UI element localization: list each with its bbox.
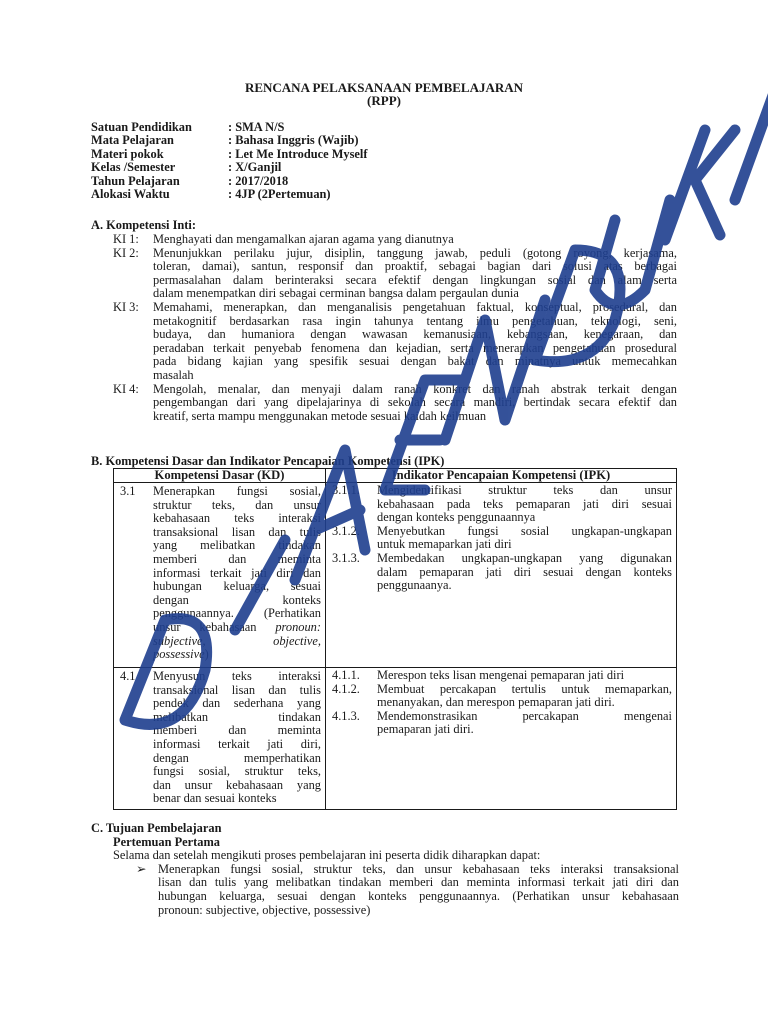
ki-item xyxy=(113,383,677,424)
kd-line: Menyusun teks interaksi xyxy=(153,669,321,683)
kd-line: Menerapkan fungsi sosial, xyxy=(153,484,321,498)
ki-item xyxy=(113,247,677,301)
ipk-number: 4.1.2. xyxy=(332,681,360,696)
kd-cell xyxy=(114,668,326,810)
identity-row xyxy=(91,161,367,174)
kd-text: ) xyxy=(204,647,209,662)
ipk-line: Membedakan ungkapan-ungkapan yang digunakan xyxy=(377,550,672,565)
kd-line xyxy=(153,648,321,662)
identity-row xyxy=(91,148,367,161)
ki-line: budaya, dan humaniora dengan wawasan kemanusiaan, kebangsaan, kenegaraan, dan xyxy=(153,327,677,342)
kd-cell xyxy=(114,483,326,668)
ki-list xyxy=(113,233,677,423)
ki-line: Mengolah, menalar, dan menyaji dalam ranah konkret dan ranah abstrak terkait dengan xyxy=(153,381,677,396)
kd-italic-text: pronoun: xyxy=(275,619,321,634)
section-c-title: C. Tujuan Pembelajaran xyxy=(91,821,222,835)
identity-key: Tahun Pelajaran xyxy=(91,173,180,188)
kd-line: hubungan keluarga, sesuai xyxy=(153,579,321,594)
ipk-line: Membuat percakapan tertulis untuk memaparkan, xyxy=(377,681,672,696)
ki-line: metakognitif berdasarkan rasa ingin tahunya tentang ilmu pengetahuan, teknologi, seni, xyxy=(153,313,677,328)
ipk-item xyxy=(332,552,672,593)
ipk-cell xyxy=(326,483,677,668)
col-ipk-header: Indikator Pencapaian Kompetensi (IPK) xyxy=(326,469,677,483)
objective-line: pronoun: subjective, objective, possessive) xyxy=(158,902,371,917)
ipk-line: pemaparan jati diri. xyxy=(377,722,474,737)
ki-line: pada bidang kajian yang spesifik sesuai dengan bakat dan minatnya untuk memecahkan xyxy=(153,354,677,369)
kd-line: melibatkan tindakan xyxy=(153,709,321,724)
identity-value: : 2017/2018 xyxy=(228,173,289,188)
ki-label: KI 3: xyxy=(113,299,139,314)
ki-line: pengembangan dari yang dipelajarinya di sekolah secara mandiri, bertindak secara efektif dan xyxy=(153,395,677,410)
table-row xyxy=(114,668,677,810)
kd-italic-line: subjective, objective, xyxy=(153,633,321,648)
kd-text: unsur kebahasaan xyxy=(153,619,276,634)
identity-key: Satuan Pendidikan xyxy=(91,120,192,134)
kd-italic-text: possessive xyxy=(153,647,205,662)
section-c-subtitle: Pertemuan Pertama xyxy=(113,834,220,849)
ipk-line: penggunaanya. xyxy=(377,578,452,593)
kd-line: struktur teks, dan unsur xyxy=(153,497,321,512)
ki-item xyxy=(113,233,677,247)
kd-line: informasi terkait jati diri, xyxy=(153,736,321,751)
objective-line: lisan dan tulis yang melibatkan tindakan memberi dan meminta informasi terkait jati diri dan xyxy=(158,875,679,890)
kd-line: benar dan sesuai konteks xyxy=(153,791,277,806)
objective-line: Menerapkan fungsi sosial, struktur teks, dan unsur kebahasaan teks interaksi transaksional xyxy=(158,861,679,876)
identity-row xyxy=(91,175,367,188)
ki-line: toleran, damai), santun, responsif dan proaktif, sebagai bagian dari solusi atas berbagai xyxy=(153,259,677,274)
table-header-row xyxy=(114,469,677,483)
ipk-line: dengan konteks penggunaannya xyxy=(377,510,536,525)
ipk-line: kebahasaan pada teks pemaparan jati diri sesuai xyxy=(377,496,672,511)
ki-line: masalah xyxy=(153,367,194,382)
watermark-stroke xyxy=(665,130,735,240)
ki-line: Menghayati dan mengamalkan ajaran agama yang dianutnya xyxy=(153,232,454,246)
ipk-number: 4.1.1. xyxy=(332,668,360,682)
ipk-number: 3.1.1. xyxy=(332,483,360,497)
doc-title-line1: RENCANA PELAKSANAAN PEMBELAJARAN xyxy=(244,80,524,95)
ki-line: kreatif, serta mampu menggunakan metode sesuai kaidah keilmuan xyxy=(153,408,487,423)
identity-block xyxy=(91,121,367,201)
identity-value: : 4JP (2Pertemuan) xyxy=(228,186,331,201)
identity-row xyxy=(91,121,367,134)
kd-line: transaksional lisan dan tulis xyxy=(153,524,321,539)
objective-line: hubungan keluarga, sesuai dengan konteks penggunaannya. (Perhatikan unsur kebahasaan xyxy=(158,888,679,903)
section-c xyxy=(91,822,679,917)
section-c-intro: Selama dan setelah mengikuti proses pembelajaran ini peserta didik diharapkan dapat: xyxy=(113,848,541,863)
col-kd-header: Kompetensi Dasar (KD) xyxy=(114,469,326,483)
kd-line xyxy=(153,621,321,635)
ki-line: dalam menempatkan diri sebagai cerminan bangsa dalam pergaulan dunia xyxy=(153,286,519,301)
kd-line: transaksional lisan dan tulis xyxy=(153,682,321,697)
kd-line: dengan konteks xyxy=(153,592,321,607)
ipk-item xyxy=(332,525,672,552)
kd-number: 4.1 xyxy=(120,669,136,683)
ipk-item xyxy=(332,669,672,683)
identity-value: : SMA N/S xyxy=(228,120,285,134)
identity-key: Materi pokok xyxy=(91,146,164,161)
identity-key: Mata Pelajaran xyxy=(91,133,174,148)
identity-value: : Let Me Introduce Myself xyxy=(228,146,368,161)
section-a-title: A. Kompetensi Inti: xyxy=(91,218,196,232)
arrow-bullet-icon: ➢ xyxy=(136,861,147,876)
kd-number: 3.1 xyxy=(120,484,136,498)
ki-line: permasalahan dalam berinteraksi secara efektif dengan lingkungan sosial dan alam serta xyxy=(153,272,677,287)
ipk-line: Mendemonstrasikan percakapan mengenai xyxy=(377,708,672,723)
kd-line: dan unsur kebahasaan yang xyxy=(153,777,321,792)
ipk-line: Merespon teks lisan mengenai pemaparan jati diri xyxy=(377,668,625,682)
ipk-item xyxy=(332,710,672,737)
kd-line: dengan memperhatikan xyxy=(153,750,321,765)
kd-line: memberi dan meminta xyxy=(153,551,321,566)
ipk-line: menanyakan, dan merespon pemaparan jati diri. xyxy=(377,695,615,710)
kd-line: kebahasaan teks interaksi xyxy=(153,511,321,526)
kd-line: pendek dan sederhana yang xyxy=(153,696,321,711)
ipk-number: 4.1.3. xyxy=(332,708,360,723)
objective-bullet xyxy=(136,863,679,917)
ipk-line: Menyebutkan fungsi sosial ungkapan-ungkapan xyxy=(377,523,672,538)
ki-label: KI 1: xyxy=(113,232,139,246)
table-row xyxy=(114,483,677,668)
identity-row xyxy=(91,188,367,201)
ipk-line: dalam pemaparan jati diri sesuai dengan konteks xyxy=(377,564,672,579)
ipk-item xyxy=(332,683,672,710)
ipk-number: 3.1.2. xyxy=(332,523,360,538)
ki-line: peradaban terkait penyebab fenomena dan kejadian, serta menerapkan pengetahuan prosedural xyxy=(153,340,677,355)
kd-line: informasi terkait jati diri dan xyxy=(153,565,321,580)
doc-title-line2: (RPP) xyxy=(367,93,401,108)
ipk-line: Mengidentifikasi struktur teks dan unsur xyxy=(377,483,672,497)
ki-label: KI 4: xyxy=(113,381,139,396)
identity-value: : Bahasa Inggris (Wajib) xyxy=(228,133,359,148)
ipk-item xyxy=(332,484,672,525)
section-b-title: B. Kompetensi Dasar dan Indikator Pencapaian Kompetensi (IPK) xyxy=(91,454,445,468)
identity-key: Alokasi Waktu xyxy=(91,186,170,201)
ki-line: Menunjukkan perilaku jujur, disiplin, tanggung jawab, peduli (gotong royong, kerjasama, xyxy=(153,245,677,260)
kd-line: fungsi sosial, struktur teks, xyxy=(153,764,321,779)
kd-ipk-table xyxy=(113,468,677,810)
identity-row xyxy=(91,134,367,147)
ipk-number: 3.1.3. xyxy=(332,550,360,565)
identity-key: Kelas /Semester xyxy=(91,160,176,175)
ki-item xyxy=(113,301,677,383)
ipk-line: untuk memaparkan jati diri xyxy=(377,537,512,552)
identity-value: : X/Ganjil xyxy=(228,160,282,175)
ki-line: Memahami, menerapkan, dan menganalisis pengetahuan faktual, konseptual, prosedural, dan xyxy=(153,299,677,314)
kd-line: penggunaannya. (Perhatikan xyxy=(153,606,321,621)
kd-line: memberi dan meminta xyxy=(153,723,321,738)
ipk-cell xyxy=(326,668,677,810)
kd-line: yang melibatkan tindakan xyxy=(153,538,321,553)
ki-label: KI 2: xyxy=(113,245,139,260)
